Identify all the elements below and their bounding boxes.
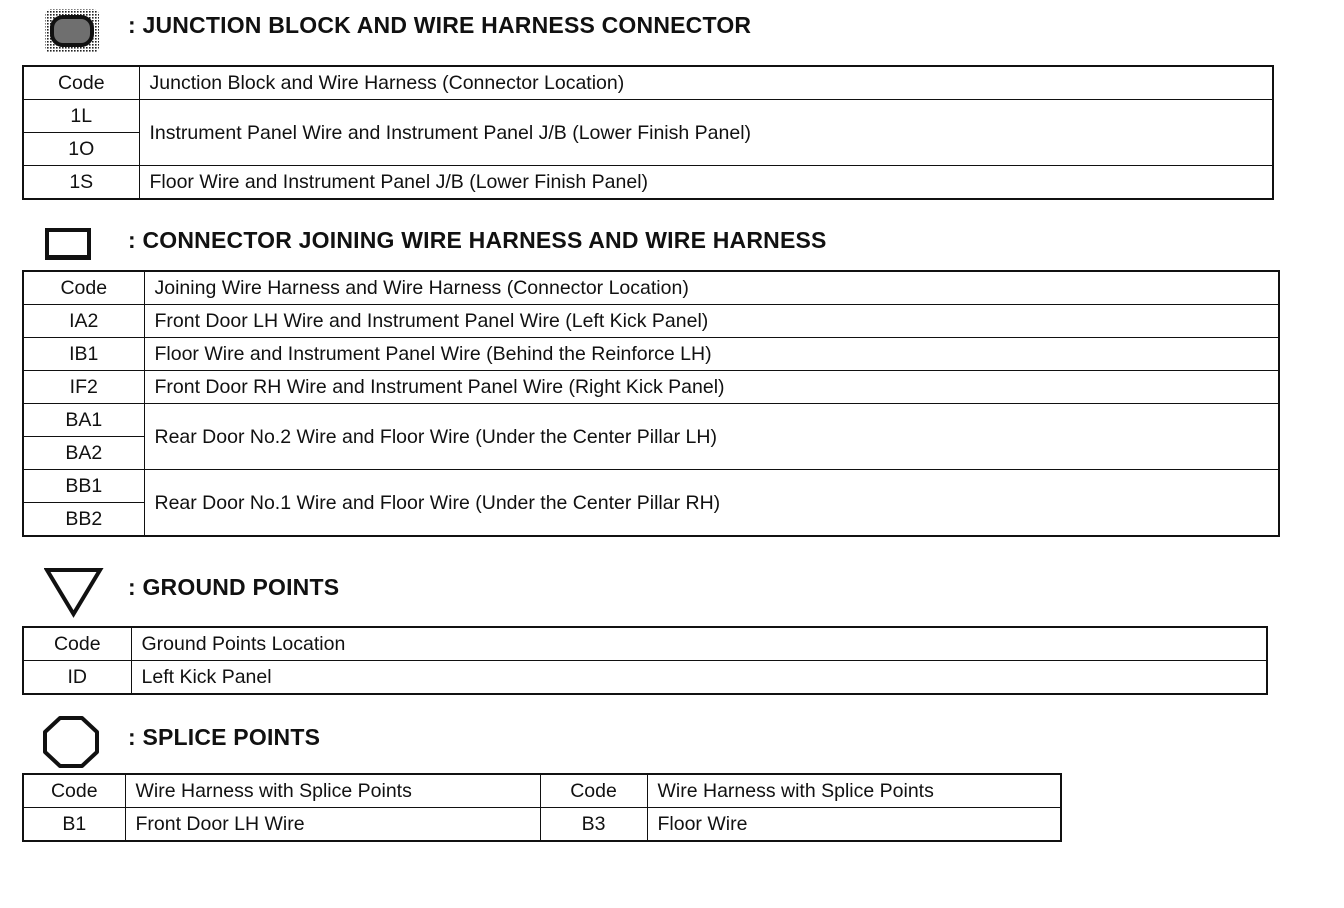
table-row — [23, 808, 1061, 842]
code-cell: BB1 — [23, 470, 144, 503]
connector-section-title: : CONNECTOR JOINING WIRE HARNESS AND WIRE HARNESS — [128, 227, 827, 253]
location-cell: Rear Door No.1 Wire and Floor Wire (Under the Center Pillar RH) — [144, 470, 1279, 537]
code-cell: IB1 — [23, 338, 144, 371]
junction-table — [22, 65, 1274, 200]
table-header-row — [23, 774, 1061, 808]
table-header-row — [23, 627, 1267, 661]
junction-section-title: : JUNCTION BLOCK AND WIRE HARNESS CONNECTOR — [128, 12, 752, 38]
splice-harness-cell: Front Door LH Wire — [125, 808, 540, 842]
ground-table — [22, 626, 1268, 695]
table-row — [23, 100, 1273, 133]
code-header: Code — [23, 627, 131, 661]
location-cell: Floor Wire and Instrument Panel J/B (Lower Finish Panel) — [139, 166, 1273, 200]
code-cell: 1O — [23, 133, 139, 166]
code-cell: 1L — [23, 100, 139, 133]
code-cell: BB2 — [23, 503, 144, 537]
location-header: Junction Block and Wire Harness (Connector Location) — [139, 66, 1273, 100]
location-cell: Instrument Panel Wire and Instrument Panel J/B (Lower Finish Panel) — [139, 100, 1273, 166]
code-cell: IA2 — [23, 305, 144, 338]
code-cell: 1S — [23, 166, 139, 200]
table-row — [23, 404, 1279, 437]
ground-section-title: : GROUND POINTS — [128, 574, 340, 600]
code-cell: IF2 — [23, 371, 144, 404]
junction-block-icon — [44, 8, 100, 54]
location-cell: Front Door LH Wire and Instrument Panel Wire (Left Kick Panel) — [144, 305, 1279, 338]
code-cell: ID — [23, 661, 131, 695]
table-row — [23, 470, 1279, 503]
location-header: Joining Wire Harness and Wire Harness (Connector Location) — [144, 271, 1279, 305]
code-cell: BA1 — [23, 404, 144, 437]
code-header: Code — [23, 271, 144, 305]
code-cell: B3 — [540, 808, 647, 842]
code-header: Code — [23, 66, 139, 100]
code-cell: BA2 — [23, 437, 144, 470]
table-header-row — [23, 271, 1279, 305]
table-row — [23, 305, 1279, 338]
location-header: Ground Points Location — [131, 627, 1267, 661]
table-row — [23, 338, 1279, 371]
splice-octagon-icon — [42, 715, 100, 769]
code-cell: B1 — [23, 808, 125, 842]
table-row — [23, 661, 1267, 695]
table-row — [23, 371, 1279, 404]
ground-triangle-icon — [44, 566, 104, 618]
splice-harness-header: Wire Harness with Splice Points — [125, 774, 540, 808]
code-header: Code — [23, 774, 125, 808]
code-header: Code — [540, 774, 647, 808]
location-cell: Rear Door No.2 Wire and Floor Wire (Under the Center Pillar LH) — [144, 404, 1279, 470]
location-cell: Front Door RH Wire and Instrument Panel Wire (Right Kick Panel) — [144, 371, 1279, 404]
connector-icon — [44, 227, 94, 261]
connector-table — [22, 270, 1280, 537]
location-cell: Floor Wire and Instrument Panel Wire (Behind the Reinforce LH) — [144, 338, 1279, 371]
location-cell: Left Kick Panel — [131, 661, 1267, 695]
table-row — [23, 166, 1273, 200]
table-header-row — [23, 66, 1273, 100]
splice-harness-header: Wire Harness with Splice Points — [647, 774, 1061, 808]
splice-section-title: : SPLICE POINTS — [128, 724, 321, 750]
splice-harness-cell: Floor Wire — [647, 808, 1061, 842]
splice-table — [22, 773, 1062, 842]
